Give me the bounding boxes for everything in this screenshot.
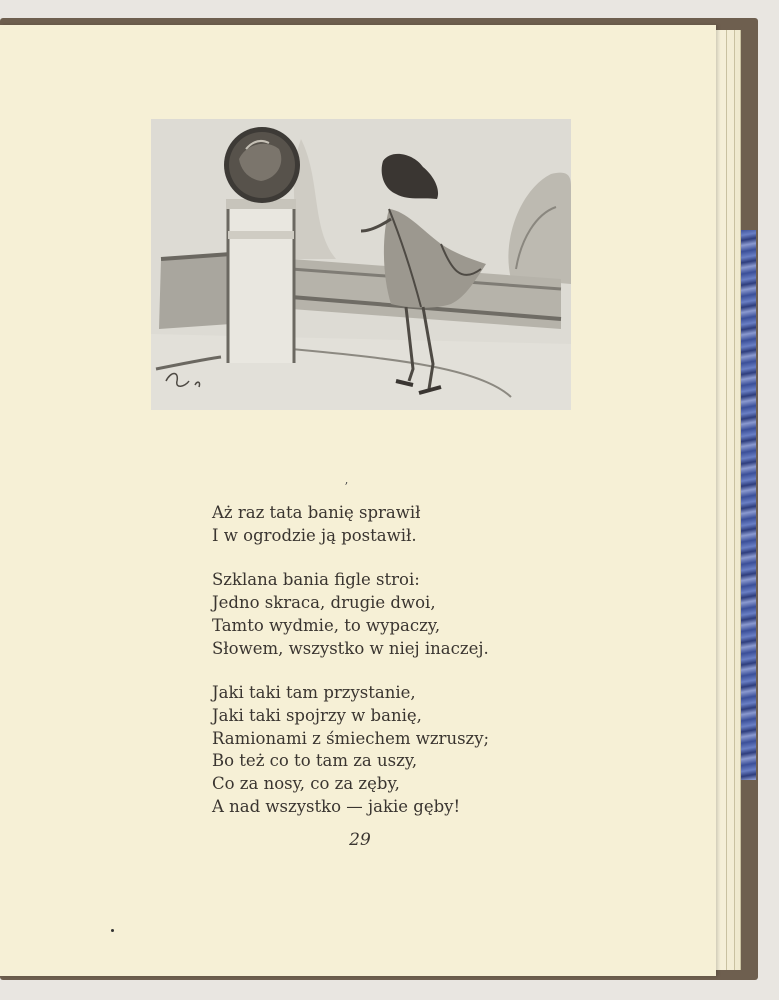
poem-line: A nad wszystko — jakie gęby! bbox=[212, 796, 461, 816]
poem-line: Aż raz tata banię sprawił bbox=[212, 503, 421, 522]
poem-line: Jedno skraca, drugie dwoi, bbox=[212, 593, 436, 613]
poem-line: Szklana bania figle stroi: bbox=[212, 570, 420, 590]
book-page bbox=[0, 25, 716, 976]
poem-line: Jaki taki tam przystanie, bbox=[212, 683, 416, 703]
poem-line: Ramionami z śmiechem wzruszy; bbox=[212, 728, 490, 748]
stanza bbox=[212, 569, 592, 660]
stray-mark: ʼ bbox=[344, 480, 348, 494]
illustration-drawing bbox=[151, 119, 571, 410]
poem-line: Jaki taki spojrzy w banię, bbox=[212, 705, 422, 725]
page-number: 29 bbox=[349, 830, 371, 850]
stanza bbox=[212, 502, 592, 547]
ink-dot bbox=[111, 929, 114, 932]
stanza bbox=[212, 682, 592, 818]
poem bbox=[212, 502, 592, 818]
poem-line: Tamto wydmie, to wypaczy, bbox=[212, 615, 441, 635]
poem-line: Słowem, wszystko w niej inaczej. bbox=[212, 638, 489, 658]
illustration bbox=[151, 119, 571, 410]
poem-line: Co za nosy, co za zęby, bbox=[212, 774, 400, 794]
poem-line: I w ogrodzie ją postawił. bbox=[212, 525, 417, 545]
poem-line: Bo też co to tam za uszy, bbox=[212, 751, 418, 771]
